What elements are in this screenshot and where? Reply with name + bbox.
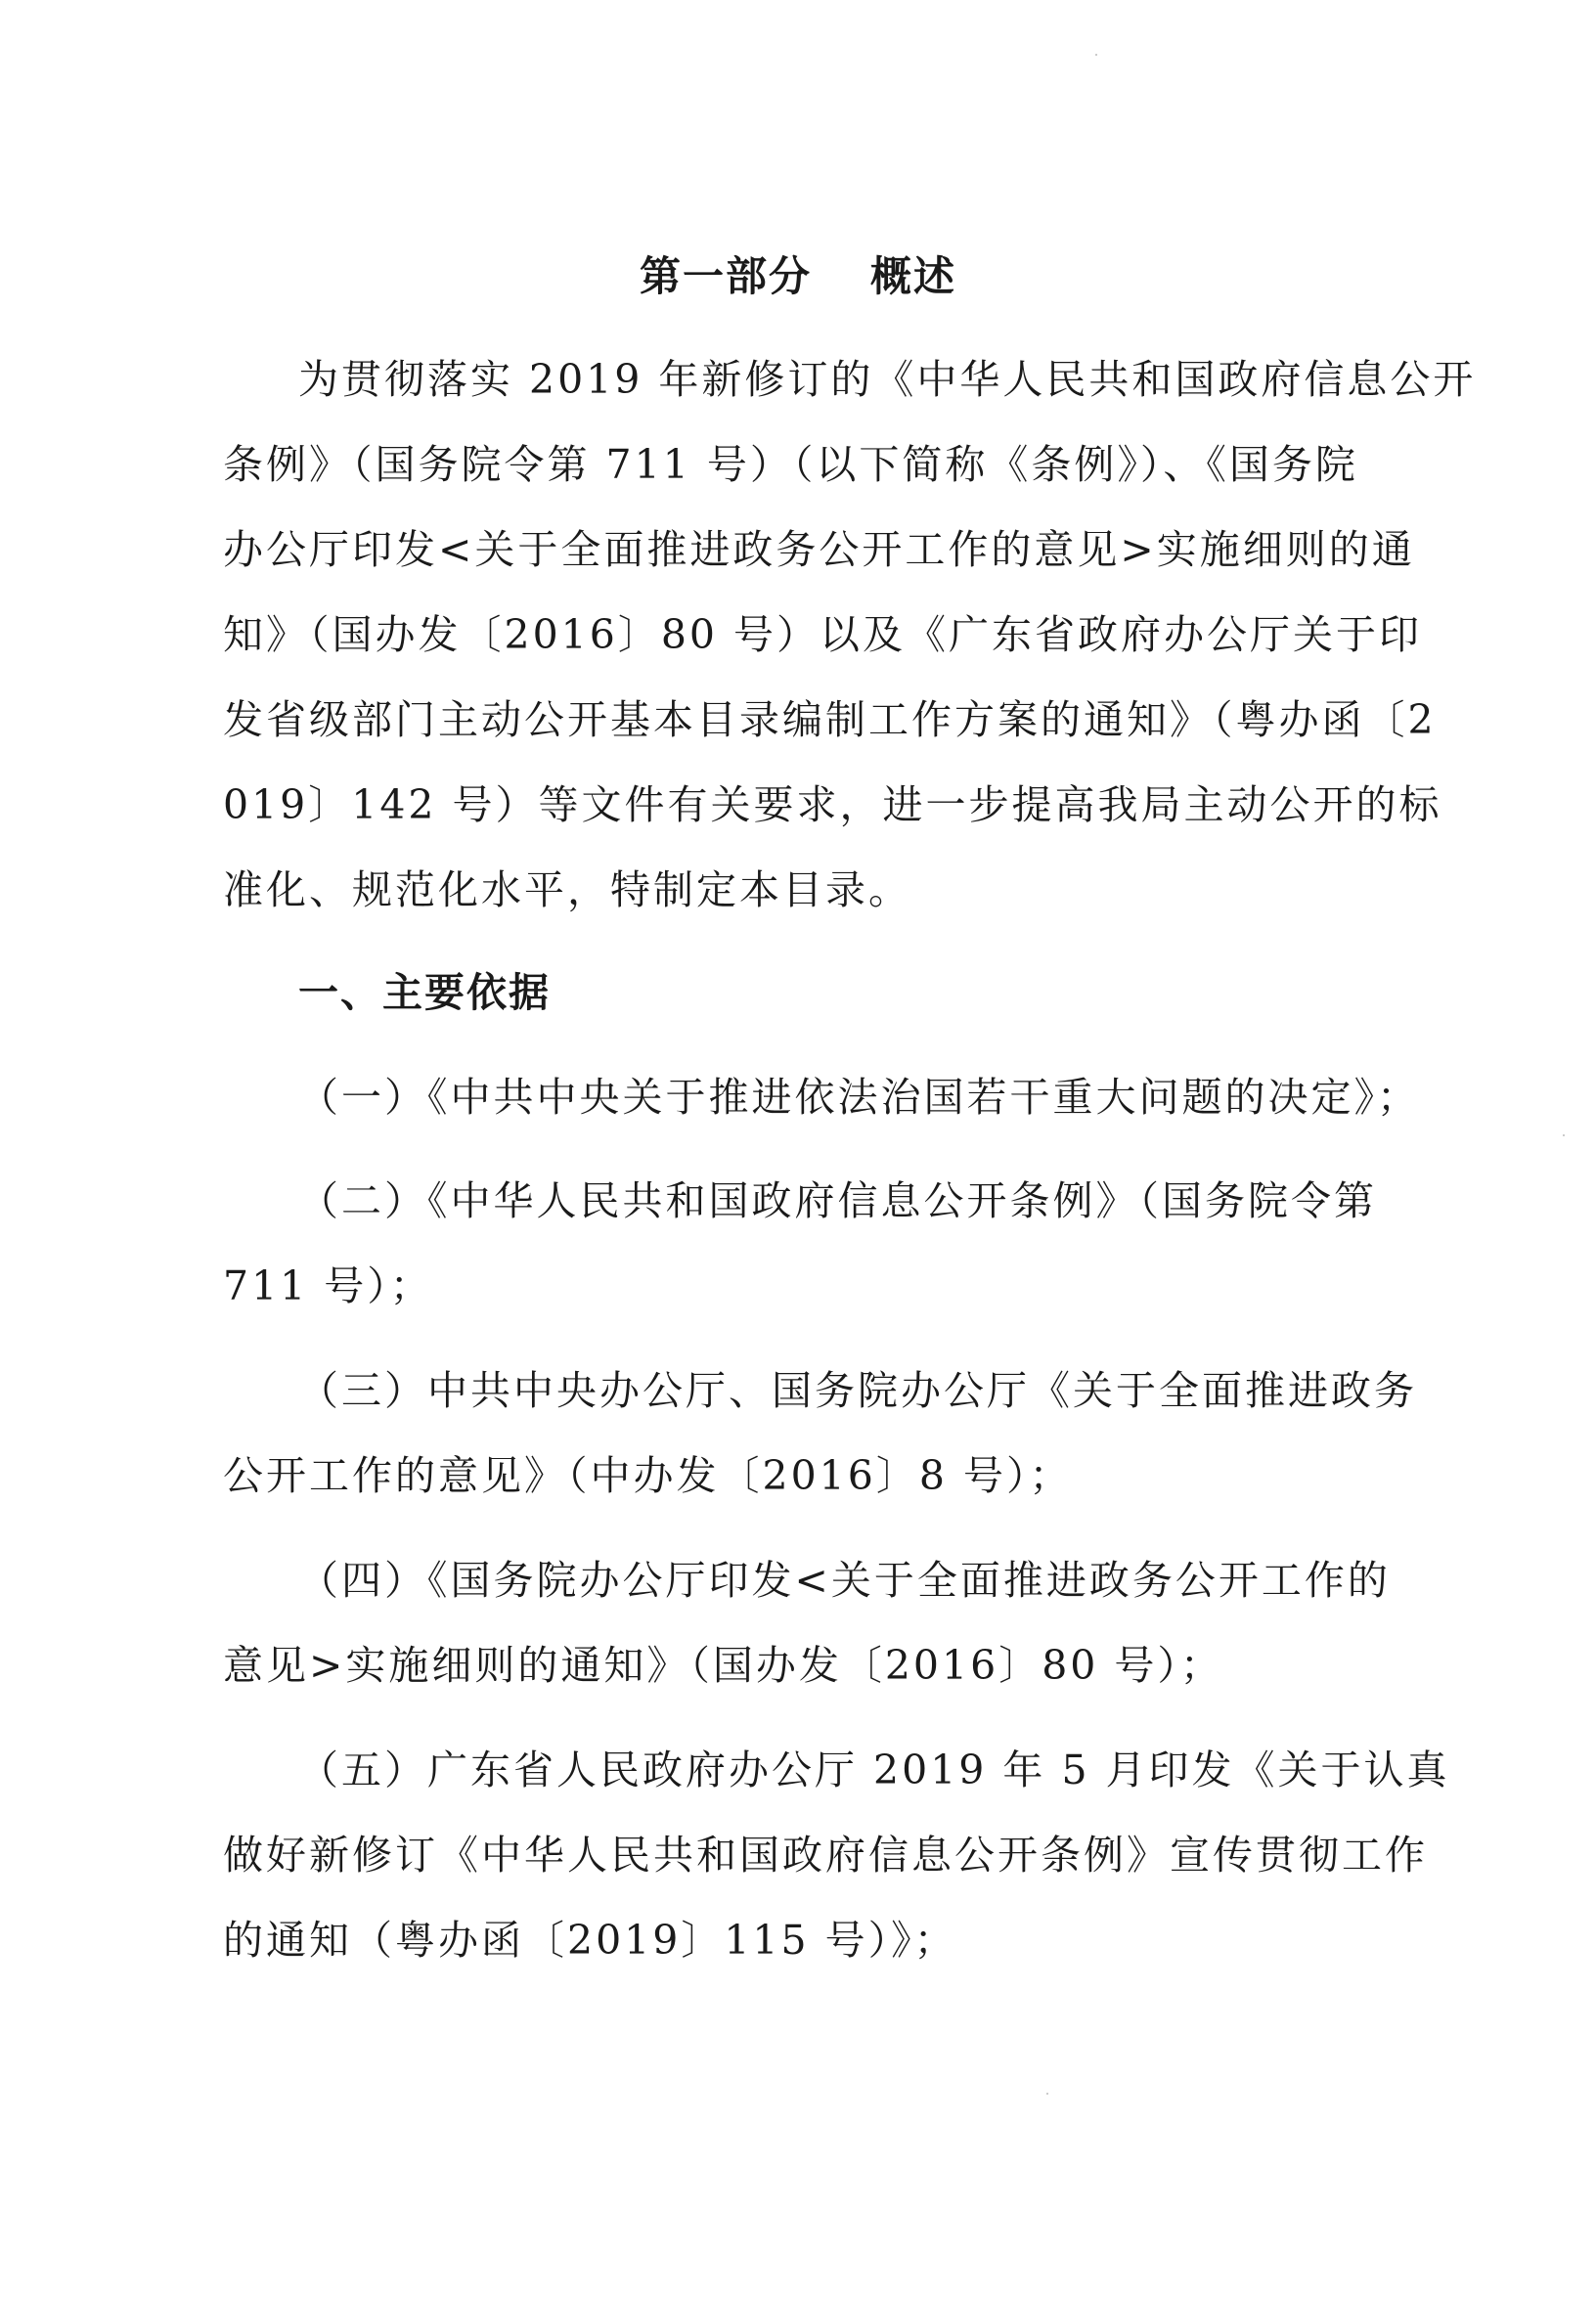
basis-item-4: （四）《国务院办公厅印发<关于全面推进政务公开工作的 [298, 1557, 1391, 1604]
basis-item-5: （五）广东省人民政府办公厅 2019 年 5 月印发《关于认真 [298, 1747, 1450, 1793]
intro-line: 准化、规范化水平，特制定本目录。 [223, 866, 911, 913]
basis-item-1: （一）《中共中央关于推进依法治国若干重大问题的决定》； [298, 1074, 1420, 1121]
section-heading: 一、主要依据 [298, 969, 551, 1016]
basis-item-2: （二）《中华人民共和国政府信息公开条例》（国务院令第 [298, 1177, 1377, 1224]
basis-item-5-cont: 做好新修订《中华人民共和国政府信息公开条例》宣传贯彻工作 [223, 1832, 1428, 1879]
page-title [0, 244, 1596, 303]
intro-line: 为贯彻落实 2019 年新修订的《中华人民共和国政府信息公开 [298, 356, 1477, 403]
title-part: 第一部分 [639, 252, 812, 300]
intro-line: 发省级部门主动公开基本目录编制工作方案的通知》（粤办函〔2 [223, 696, 1437, 743]
scan-speck [1563, 1134, 1565, 1136]
intro-line: 条例》（国务院令第 711 号）（以下简称《条例》）、《国务院 [223, 441, 1358, 488]
basis-item-5-cont: 的通知（粤办函〔2019〕115 号）》； [223, 1917, 957, 1964]
scan-speck [1095, 54, 1097, 56]
title-label: 概述 [870, 252, 957, 300]
basis-item-4-cont: 意见>实施细则的通知》（国办发〔2016〕80 号）； [223, 1642, 1223, 1689]
scan-speck [1046, 2093, 1048, 2095]
intro-line: 知》（国办发〔2016〕80 号）以及《广东省政府办公厅关于印 [223, 611, 1423, 658]
basis-item-3: （三）中共中央办公厅、国务院办公厅《关于全面推进政务 [298, 1367, 1417, 1414]
basis-item-2-cont: 711 号）； [223, 1262, 433, 1309]
intro-line: 办公厅印发<关于全面推进政务公开工作的意见>实施细则的通 [223, 526, 1415, 573]
basis-item-3-cont: 公开工作的意见》（中办发〔2016〕8 号）； [223, 1452, 1073, 1499]
intro-line: 019〕142 号）等文件有关要求，进一步提高我局主动公开的标 [223, 781, 1442, 828]
